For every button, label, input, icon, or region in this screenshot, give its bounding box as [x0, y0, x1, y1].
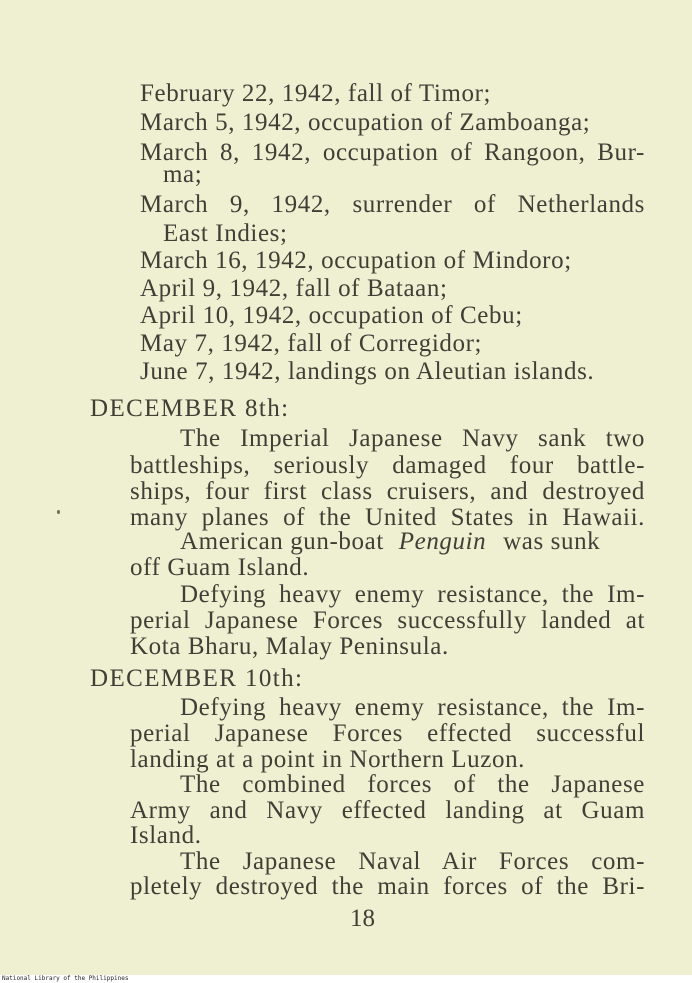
text-line: Kota Bharu, Malay Peninsula.: [130, 633, 449, 660]
ship-name: Penguin: [398, 528, 487, 555]
text-line: March 5, 1942, occupation of Zamboanga;: [140, 109, 591, 136]
text-line: ma;: [163, 161, 203, 188]
text-fragment: American gun-boat: [180, 528, 384, 555]
text-line: ships, four first class cruisers, and destroyed: [130, 478, 645, 505]
section-heading: DECEMBER 8th:: [90, 395, 290, 422]
text-line: The combined forces of the Japanese: [180, 771, 645, 798]
text-line: The Imperial Japanese Navy sank two: [180, 425, 645, 452]
text-line: perial Japanese Forces effected successful: [130, 720, 645, 747]
ink-speck: [57, 510, 60, 514]
text-line: landing at a point in Northern Luzon.: [130, 746, 526, 773]
text-line: The Japanese Naval Air Forces com-: [180, 848, 645, 875]
text-line: Defying heavy enemy resistance, the Im-: [180, 694, 645, 721]
text-line: many planes of the United States in Hawaii.: [130, 504, 645, 531]
text-line: April 9, 1942, fall of Bataan;: [140, 275, 448, 302]
footer-bar: [0, 975, 692, 983]
text-line: May 7, 1942, fall of Corregidor;: [140, 330, 483, 357]
text-line: June 7, 1942, landings on Aleutian islands.: [140, 358, 595, 385]
text-line: East Indies;: [163, 220, 288, 247]
text-line: February 22, 1942, fall of Timor;: [140, 80, 492, 107]
footer-credit: National Library of the Philippines: [2, 975, 129, 982]
text-line: battleships, seriously damaged four battle-: [130, 452, 645, 479]
text-line: Army and Navy effected landing at Guam: [130, 797, 645, 824]
text-line: Defying heavy enemy resistance, the Im-: [180, 581, 645, 608]
text-line: March 16, 1942, occupation of Mindoro;: [140, 247, 572, 274]
text-line: March 8, 1942, occupation of Rangoon, Bur-: [140, 139, 645, 166]
text-line: off Guam Island.: [130, 554, 310, 581]
text-line: Island.: [130, 822, 202, 849]
text-line: perial Japanese Forces successfully landed at: [130, 607, 645, 634]
text-fragment: was sunk: [503, 528, 601, 555]
text-line: April 10, 1942, occupation of Cebu;: [140, 302, 523, 329]
section-heading: DECEMBER 10th:: [90, 665, 304, 692]
page-number: 18: [350, 905, 375, 932]
text-line: March 9, 1942, surrender of Netherlands: [140, 191, 645, 218]
text-line: pletely destroyed the main forces of the Bri-: [130, 873, 645, 900]
